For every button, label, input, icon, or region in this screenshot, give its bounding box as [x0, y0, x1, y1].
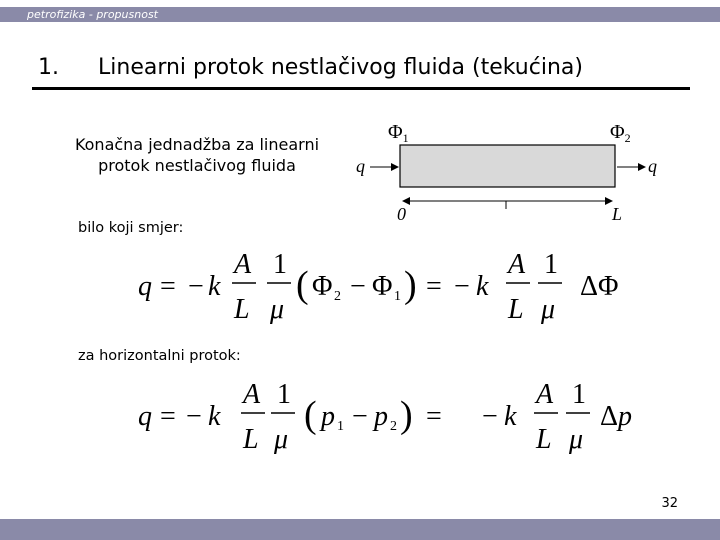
svg-text:1: 1: [572, 379, 586, 410]
footer-bar: [0, 519, 720, 540]
svg-text:2: 2: [390, 419, 397, 434]
svg-text:μ: μ: [569, 424, 584, 455]
slide-title: Linearni protok nestlačivog fluida (tekućina): [98, 55, 583, 80]
note-horizontal: za horizontalni protok:: [78, 348, 241, 364]
svg-text:(: (: [296, 264, 309, 306]
svg-text:k: k: [208, 401, 221, 432]
title-underline: [32, 87, 690, 90]
header-label: petrofizika - propusnost: [27, 8, 158, 21]
core-sample-box: [400, 145, 615, 187]
svg-text:1: 1: [277, 379, 291, 410]
svg-text:−: −: [186, 401, 202, 432]
svg-text:=: =: [426, 401, 442, 432]
svg-text:A: A: [234, 249, 252, 280]
equation-horizontal: [120, 370, 660, 460]
svg-text:): ): [400, 394, 413, 436]
q-out-label: q: [648, 156, 657, 176]
flow-diagram: [340, 110, 670, 230]
svg-text:1: 1: [544, 249, 558, 280]
svg-text:1: 1: [273, 249, 287, 280]
svg-text:−: −: [188, 271, 204, 302]
svg-text:p: p: [321, 401, 335, 432]
svg-text:1: 1: [394, 289, 401, 304]
phi1-label: $\Phi_1$: [388, 121, 409, 145]
svg-text:1: 1: [337, 419, 344, 434]
svg-text:Δ: Δ: [600, 401, 619, 432]
svg-text:2: 2: [334, 289, 341, 304]
svg-text:p: p: [374, 401, 388, 432]
q-in-label: q: [356, 156, 365, 176]
svg-text:q: q: [138, 401, 152, 432]
svg-text:L: L: [536, 424, 552, 455]
page-number: 32: [661, 496, 678, 511]
svg-text:=: =: [426, 271, 442, 302]
svg-text:=: =: [160, 401, 176, 432]
svg-text:): ): [404, 264, 417, 306]
svg-text:A: A: [536, 379, 554, 410]
svg-text:(: (: [304, 394, 317, 436]
svg-text:−: −: [350, 271, 366, 302]
svg-text:L: L: [234, 294, 250, 325]
subtitle-line-1: Konačna jednadžba za linearni: [74, 135, 320, 154]
svg-text:μ: μ: [274, 424, 289, 455]
svg-text:p: p: [618, 401, 632, 432]
svg-text:k: k: [476, 271, 489, 302]
header-bar: [0, 0, 720, 29]
svg-text:Φ: Φ: [372, 271, 393, 302]
x-end-label: L: [612, 204, 623, 224]
svg-text:L: L: [243, 424, 259, 455]
svg-text:A: A: [508, 249, 526, 280]
subtitle-line-2: protok nestlačivog fluida: [98, 156, 296, 175]
svg-text:=: =: [160, 271, 176, 302]
svg-text:μ: μ: [541, 294, 556, 325]
svg-text:Φ: Φ: [312, 271, 333, 302]
note-any-direction: bilo koji smjer:: [78, 220, 184, 236]
svg-text:−: −: [352, 401, 368, 432]
svg-text:q: q: [138, 271, 152, 302]
svg-text:A: A: [243, 379, 261, 410]
svg-text:−: −: [482, 401, 498, 432]
equation-any-direction: [120, 240, 640, 330]
subtitle: [52, 134, 342, 176]
svg-text:k: k: [208, 271, 221, 302]
x-start-label: 0: [397, 204, 406, 224]
svg-text:μ: μ: [270, 294, 285, 325]
svg-text:k: k: [504, 401, 517, 432]
svg-text:ΔΦ: ΔΦ: [580, 271, 619, 302]
phi2-label: $\Phi_2$: [610, 121, 631, 145]
svg-text:−: −: [454, 271, 470, 302]
svg-text:L: L: [508, 294, 524, 325]
slide-number: 1.: [38, 55, 59, 80]
